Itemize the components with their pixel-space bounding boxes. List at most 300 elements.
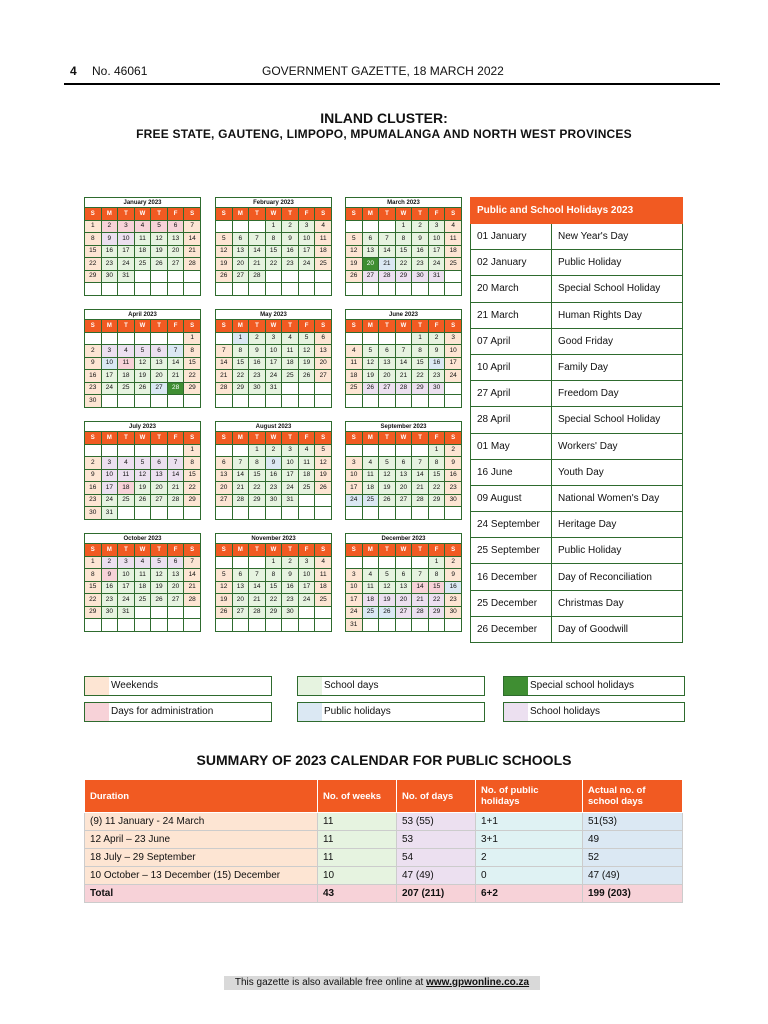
day-cell: 16 <box>101 581 118 594</box>
day-cell <box>151 395 168 408</box>
day-cell: 31 <box>428 270 445 283</box>
day-cell <box>298 270 315 283</box>
day-cell: 23 <box>249 370 266 383</box>
day-cell <box>282 382 299 395</box>
holiday-date: 16 December <box>471 564 552 590</box>
day-cell: 17 <box>118 581 135 594</box>
day-cell <box>315 507 332 520</box>
day-cell: 16 <box>249 357 266 370</box>
day-cell: 1 <box>184 444 201 457</box>
legend-label: Weekends <box>111 680 159 691</box>
day-cell: 27 <box>151 494 168 507</box>
day-cell: 9 <box>265 457 282 470</box>
day-header: W <box>395 544 412 557</box>
day-cell: 25 <box>315 594 332 607</box>
day-cell: 17 <box>298 581 315 594</box>
day-cell: 6 <box>167 556 184 569</box>
day-cell <box>379 444 396 457</box>
day-cell <box>85 619 102 632</box>
day-cell: 10 <box>298 569 315 582</box>
day-cell <box>362 283 379 296</box>
day-cell: 25 <box>118 494 135 507</box>
day-cell <box>249 220 266 233</box>
day-cell: 6 <box>151 345 168 358</box>
day-cell <box>282 270 299 283</box>
day-cell: 17 <box>298 245 315 258</box>
holiday-name: Special School Holiday <box>552 276 683 302</box>
day-cell: 26 <box>379 494 396 507</box>
day-cell: 12 <box>315 457 332 470</box>
holiday-row <box>471 459 683 485</box>
day-cell <box>216 619 233 632</box>
day-cell <box>265 395 282 408</box>
day-cell: 27 <box>315 370 332 383</box>
day-cell <box>445 619 462 632</box>
day-header: T <box>282 320 299 333</box>
day-cell <box>184 283 201 296</box>
day-cell: 4 <box>315 220 332 233</box>
day-cell: 22 <box>265 258 282 271</box>
month-name: May 2023 <box>215 309 332 319</box>
holiday-name: Public Holiday <box>552 538 683 564</box>
weekends-swatch <box>85 677 109 695</box>
summary-cell: 11 <box>318 813 397 831</box>
day-cell <box>216 283 233 296</box>
legend-weekends <box>84 676 272 696</box>
day-cell: 18 <box>134 581 151 594</box>
day-cell <box>134 507 151 520</box>
day-cell: 20 <box>151 482 168 495</box>
day-cell <box>167 606 184 619</box>
summary-row <box>85 849 683 867</box>
holiday-row <box>471 485 683 511</box>
day-cell: 27 <box>379 382 396 395</box>
day-header: T <box>282 432 299 445</box>
day-cell <box>118 395 135 408</box>
legend-public-holidays <box>297 702 485 722</box>
day-cell: 24 <box>118 594 135 607</box>
day-cell: 31 <box>265 382 282 395</box>
day-cell: 25 <box>134 258 151 271</box>
day-cell <box>362 556 379 569</box>
day-header: M <box>362 208 379 221</box>
day-cell <box>412 507 429 520</box>
day-cell: 5 <box>216 569 233 582</box>
day-cell: 14 <box>379 245 396 258</box>
day-cell: 6 <box>167 220 184 233</box>
day-cell: 7 <box>167 457 184 470</box>
summary-row <box>85 867 683 885</box>
day-cell: 8 <box>249 457 266 470</box>
summary-cell: 54 <box>397 849 476 867</box>
day-cell <box>265 270 282 283</box>
month-calendar <box>215 533 332 632</box>
day-header: M <box>101 432 118 445</box>
day-cell <box>216 332 233 345</box>
day-cell: 30 <box>85 507 102 520</box>
day-cell <box>282 395 299 408</box>
day-header: W <box>395 432 412 445</box>
footer-url-link[interactable]: www.gpwonline.co.za <box>426 977 530 988</box>
day-cell: 6 <box>232 233 249 246</box>
day-cell: 14 <box>249 245 266 258</box>
day-cell: 19 <box>134 482 151 495</box>
day-cell: 21 <box>216 370 233 383</box>
day-cell <box>167 507 184 520</box>
holiday-date: 02 January <box>471 250 552 276</box>
day-cell <box>395 332 412 345</box>
legend-admin-days <box>84 702 272 722</box>
holiday-date: 28 April <box>471 407 552 433</box>
day-cell <box>249 556 266 569</box>
day-header: F <box>167 320 184 333</box>
day-cell: 19 <box>362 370 379 383</box>
day-cell: 29 <box>428 606 445 619</box>
day-cell: 15 <box>265 581 282 594</box>
day-cell: 12 <box>216 245 233 258</box>
day-cell: 6 <box>362 233 379 246</box>
day-cell: 26 <box>216 606 233 619</box>
day-header: F <box>428 432 445 445</box>
day-header: W <box>134 208 151 221</box>
public-holidays-swatch <box>298 703 322 721</box>
day-cell: 14 <box>395 357 412 370</box>
day-cell <box>151 619 168 632</box>
day-cell: 2 <box>265 444 282 457</box>
summary-cell: 52 <box>583 849 683 867</box>
summary-cell: 3+1 <box>476 831 583 849</box>
month-calendar <box>215 421 332 520</box>
day-header: S <box>346 544 363 557</box>
day-cell: 28 <box>216 382 233 395</box>
day-cell <box>134 606 151 619</box>
day-cell <box>184 270 201 283</box>
page-subtitle: FREE STATE, GAUTENG, LIMPOPO, MPUMALANGA AND NORTH WEST PROVINCES <box>136 127 632 141</box>
day-cell <box>151 507 168 520</box>
day-cell: 21 <box>232 482 249 495</box>
day-header: T <box>379 432 396 445</box>
day-cell <box>151 332 168 345</box>
day-cell: 8 <box>428 457 445 470</box>
summary-cell: 2 <box>476 849 583 867</box>
day-cell <box>445 382 462 395</box>
day-cell: 27 <box>362 270 379 283</box>
month-calendar <box>84 421 201 520</box>
day-cell: 4 <box>346 345 363 358</box>
day-cell: 5 <box>298 332 315 345</box>
day-cell: 14 <box>412 581 429 594</box>
day-cell: 9 <box>101 569 118 582</box>
day-cell <box>134 444 151 457</box>
day-cell: 21 <box>412 594 429 607</box>
day-cell: 16 <box>265 469 282 482</box>
month-calendar <box>345 309 462 408</box>
day-cell: 15 <box>232 357 249 370</box>
day-header: S <box>315 544 332 557</box>
day-cell: 27 <box>232 606 249 619</box>
day-cell <box>118 619 135 632</box>
day-cell: 30 <box>101 270 118 283</box>
day-cell: 14 <box>184 569 201 582</box>
day-cell: 13 <box>379 357 396 370</box>
day-cell: 9 <box>282 569 299 582</box>
day-cell <box>134 332 151 345</box>
day-header: T <box>118 320 135 333</box>
day-cell: 7 <box>412 569 429 582</box>
day-cell: 21 <box>412 482 429 495</box>
holiday-row <box>471 302 683 328</box>
day-header: F <box>298 208 315 221</box>
day-cell: 20 <box>151 370 168 383</box>
day-cell: 22 <box>184 370 201 383</box>
month-calendar <box>84 533 201 632</box>
day-cell <box>395 444 412 457</box>
day-cell: 16 <box>85 370 102 383</box>
day-cell: 24 <box>346 606 363 619</box>
footer-text: This gazette is also available free online at <box>234 977 427 988</box>
day-cell: 20 <box>315 357 332 370</box>
day-cell: 31 <box>346 619 363 632</box>
month-name: December 2023 <box>345 533 462 543</box>
day-cell <box>216 507 233 520</box>
day-cell: 27 <box>232 270 249 283</box>
day-header: F <box>298 544 315 557</box>
day-cell <box>216 556 233 569</box>
day-cell: 23 <box>412 258 429 271</box>
day-cell <box>167 395 184 408</box>
day-cell: 19 <box>134 370 151 383</box>
day-cell <box>362 444 379 457</box>
day-cell: 10 <box>101 357 118 370</box>
day-cell: 12 <box>151 569 168 582</box>
day-header: S <box>184 208 201 221</box>
gazette-number: No. 46061 <box>92 64 148 78</box>
day-cell: 7 <box>379 233 396 246</box>
day-cell <box>249 395 266 408</box>
day-cell: 5 <box>134 345 151 358</box>
day-cell: 21 <box>184 245 201 258</box>
day-cell: 9 <box>282 233 299 246</box>
day-cell: 18 <box>134 245 151 258</box>
day-header: T <box>379 544 396 557</box>
day-cell: 18 <box>118 482 135 495</box>
day-cell: 5 <box>134 457 151 470</box>
day-header: S <box>445 432 462 445</box>
day-cell: 11 <box>134 569 151 582</box>
day-cell: 1 <box>428 444 445 457</box>
day-header: S <box>184 432 201 445</box>
day-cell: 13 <box>362 245 379 258</box>
day-cell <box>249 619 266 632</box>
day-header: S <box>216 544 233 557</box>
day-cell: 2 <box>428 332 445 345</box>
day-cell: 26 <box>379 606 396 619</box>
day-cell: 11 <box>346 357 363 370</box>
day-header: S <box>346 432 363 445</box>
day-cell <box>445 395 462 408</box>
day-header: S <box>184 320 201 333</box>
day-cell: 13 <box>232 581 249 594</box>
summary-cell: 0 <box>476 867 583 885</box>
day-cell: 4 <box>134 556 151 569</box>
day-header: S <box>184 544 201 557</box>
summary-total-cell: 199 (203) <box>583 885 683 903</box>
day-cell: 17 <box>101 370 118 383</box>
day-cell: 10 <box>346 581 363 594</box>
day-cell: 17 <box>265 357 282 370</box>
day-cell: 30 <box>101 606 118 619</box>
day-header: S <box>85 432 102 445</box>
day-cell: 13 <box>151 469 168 482</box>
day-cell: 28 <box>184 594 201 607</box>
legend-label: School holidays <box>530 706 601 717</box>
day-cell <box>362 395 379 408</box>
day-header: T <box>118 544 135 557</box>
day-cell: 29 <box>265 606 282 619</box>
day-cell: 23 <box>101 258 118 271</box>
day-cell: 11 <box>118 469 135 482</box>
day-cell <box>134 395 151 408</box>
day-cell <box>249 507 266 520</box>
day-cell: 22 <box>232 370 249 383</box>
day-cell: 25 <box>298 482 315 495</box>
day-header: M <box>101 208 118 221</box>
day-cell <box>167 619 184 632</box>
day-cell: 26 <box>151 258 168 271</box>
month-name: July 2023 <box>84 421 201 431</box>
summary-col-days: No. of days <box>397 780 476 813</box>
day-cell: 20 <box>395 482 412 495</box>
day-cell: 2 <box>412 220 429 233</box>
day-cell: 11 <box>362 469 379 482</box>
legend-label: Special school holidays <box>530 680 634 691</box>
holiday-name: Special School Holiday <box>552 407 683 433</box>
day-cell: 6 <box>395 457 412 470</box>
day-cell <box>298 395 315 408</box>
day-cell <box>298 619 315 632</box>
day-cell <box>412 395 429 408</box>
holiday-date: 01 January <box>471 224 552 250</box>
day-cell: 29 <box>85 270 102 283</box>
day-cell: 12 <box>346 245 363 258</box>
day-cell <box>101 332 118 345</box>
day-cell: 25 <box>118 382 135 395</box>
day-cell <box>101 444 118 457</box>
day-cell: 3 <box>101 345 118 358</box>
day-cell: 4 <box>362 569 379 582</box>
day-cell: 19 <box>379 482 396 495</box>
day-cell: 8 <box>184 345 201 358</box>
day-header: T <box>379 208 396 221</box>
day-cell <box>85 332 102 345</box>
day-header: S <box>216 208 233 221</box>
holiday-name: Youth Day <box>552 459 683 485</box>
day-cell <box>298 494 315 507</box>
day-cell: 30 <box>412 270 429 283</box>
day-cell: 17 <box>428 245 445 258</box>
day-cell: 12 <box>362 357 379 370</box>
day-cell: 10 <box>445 345 462 358</box>
day-header: F <box>167 432 184 445</box>
day-header: T <box>151 208 168 221</box>
day-cell: 6 <box>232 569 249 582</box>
day-header: S <box>315 432 332 445</box>
day-header: T <box>249 208 266 221</box>
day-cell: 24 <box>428 258 445 271</box>
day-cell <box>362 332 379 345</box>
holiday-date: 25 December <box>471 590 552 616</box>
day-header: T <box>412 208 429 221</box>
day-cell: 22 <box>85 258 102 271</box>
holiday-row <box>471 250 683 276</box>
day-cell: 26 <box>134 382 151 395</box>
day-header: T <box>412 432 429 445</box>
day-header: M <box>232 320 249 333</box>
summary-cell: (9) 11 January - 24 March <box>85 813 318 831</box>
day-cell: 7 <box>184 220 201 233</box>
day-cell: 15 <box>395 245 412 258</box>
holiday-row <box>471 538 683 564</box>
day-cell: 30 <box>445 606 462 619</box>
day-cell: 3 <box>298 220 315 233</box>
day-cell: 1 <box>428 556 445 569</box>
day-cell: 31 <box>118 606 135 619</box>
day-cell: 10 <box>346 469 363 482</box>
day-cell: 19 <box>379 594 396 607</box>
day-cell <box>445 283 462 296</box>
day-cell <box>118 507 135 520</box>
day-cell: 11 <box>134 233 151 246</box>
day-header: T <box>282 544 299 557</box>
day-cell: 9 <box>101 233 118 246</box>
day-cell: 26 <box>315 482 332 495</box>
day-cell: 6 <box>315 332 332 345</box>
day-cell: 21 <box>379 258 396 271</box>
day-cell <box>445 270 462 283</box>
summary-total-cell: 43 <box>318 885 397 903</box>
day-cell: 19 <box>315 469 332 482</box>
day-header: F <box>428 208 445 221</box>
day-cell <box>428 507 445 520</box>
day-cell: 23 <box>282 594 299 607</box>
day-cell: 23 <box>445 482 462 495</box>
day-cell: 10 <box>265 345 282 358</box>
holiday-name: Good Friday <box>552 328 683 354</box>
day-cell: 11 <box>298 457 315 470</box>
day-cell: 15 <box>184 357 201 370</box>
day-cell: 25 <box>134 594 151 607</box>
day-cell: 2 <box>101 220 118 233</box>
day-cell: 1 <box>85 220 102 233</box>
day-cell: 18 <box>445 245 462 258</box>
day-cell: 19 <box>298 357 315 370</box>
day-cell: 20 <box>232 594 249 607</box>
summary-col-weeks: No. of weeks <box>318 780 397 813</box>
gazette-title: GOVERNMENT GAZETTE, 18 MARCH 2022 <box>262 64 504 78</box>
summary-cell: 10 <box>318 867 397 885</box>
day-cell <box>151 270 168 283</box>
day-header: T <box>249 432 266 445</box>
day-cell: 3 <box>101 457 118 470</box>
day-cell: 2 <box>282 220 299 233</box>
day-cell <box>346 283 363 296</box>
day-cell: 7 <box>249 569 266 582</box>
day-cell: 30 <box>428 382 445 395</box>
summary-cell: 11 <box>318 831 397 849</box>
legend-label: Days for administration <box>111 706 214 717</box>
month-name: January 2023 <box>84 197 201 207</box>
day-cell: 3 <box>118 220 135 233</box>
